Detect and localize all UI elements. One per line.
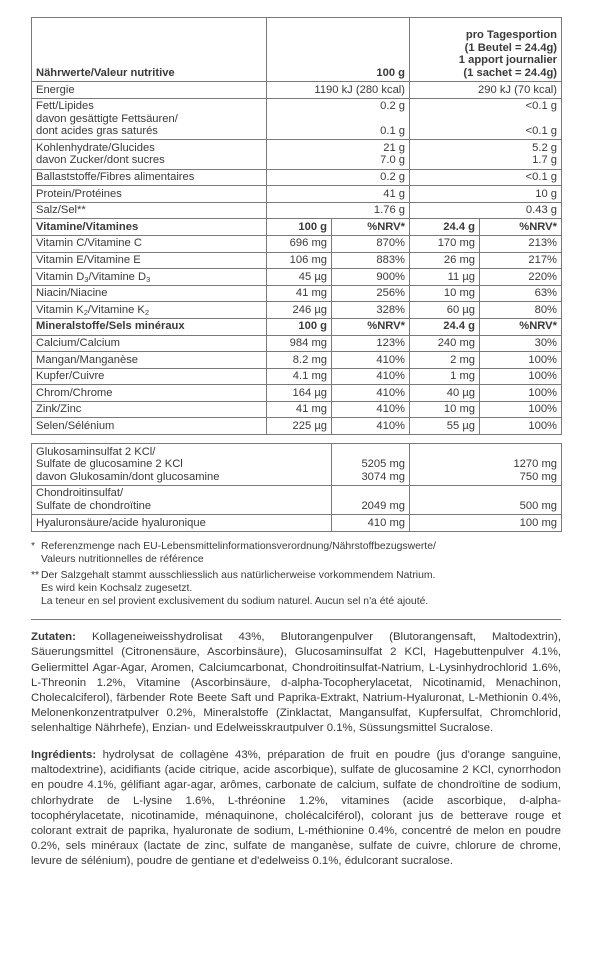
ingredients-de-text: Kollageneiweisshydrolisat 43%, Blutorangenpulver (Blutorangensaft, Maltodextrin), Säuerungsmittel (Citronensäure, Ascorbinsäure), Glucosaminsulfat 2 KCl, Hagebuttenpulver 4.1%, Geliermittel Agar-Agar, Aromen, Calciumcarbonat, Chondroitinsulfat-Natrium, L-Lysinhydrochlorid 1.6%, L-Threonin 1.2%, Vitamine (Ascorbinsäure, d-alpha-Tocopherylacetat, Nicotinamid, Menachinon, Cholecalciferol), färbender Rote Beete Saft und Paprika-Extrakt, Natrium-Hyaluronat, L-Methionin 0.4%, Melonenkonzentratpulver 0.2%, Mineralstoffe (Zinklactat, Mangansulfat, Kupfersulfat, Chromchlorid, selenhaltige Nährhefe), Enzian- und Edelweisskrautpulver 0.1%, Süssungsmittel Sucralose.	[31, 631, 561, 735]
cell-line: 750 mg	[519, 470, 557, 483]
minerals-header-row	[32, 318, 562, 335]
value-c1: 106 mg	[267, 252, 332, 269]
footnote-mark: *	[31, 540, 36, 552]
cell-line: Hyaluronsäure/acide hyaluronique	[36, 516, 206, 529]
ingredients-de	[31, 630, 561, 736]
value-c3: 10 mg	[410, 401, 480, 418]
cell-line: 0.1 g	[380, 125, 406, 138]
vitamin-row	[32, 285, 562, 302]
portion-line: (1 sachet = 24.4g)	[463, 66, 558, 79]
value-c2: 883%	[332, 252, 410, 269]
cell-line: 500 mg	[519, 499, 557, 512]
value-portion	[410, 98, 562, 140]
value-c4: 30%	[480, 335, 562, 352]
cell-line: 2049 mg	[361, 499, 405, 512]
header-100g: 100 g	[267, 18, 410, 82]
nutrient-label: Vitamin $K_2$/Vitamine $K_2$	[32, 302, 267, 319]
value-c4: 220%	[480, 269, 562, 286]
value-c2: 123%	[332, 335, 410, 352]
nutrition-row	[32, 82, 562, 99]
value-portion	[410, 169, 562, 186]
value-portion	[410, 140, 562, 169]
nutrient-label: Vitamin C/Vitamine C	[32, 235, 267, 252]
value-c3: 60 µg	[410, 302, 480, 319]
supplement-label	[32, 515, 332, 532]
value-c2: 410%	[332, 418, 410, 435]
cell-line	[336, 446, 405, 459]
value-c1: 45 µg	[267, 269, 332, 286]
section-col-c2: %NRV*	[332, 318, 410, 335]
cell-line: 0.2 g	[380, 100, 406, 113]
divider	[31, 619, 561, 620]
footnote-text	[41, 541, 436, 567]
section-title: Vitamine/Vitamines	[32, 219, 267, 236]
cell-line: 1270 mg	[513, 458, 557, 471]
value-c2: 256%	[332, 285, 410, 302]
cell-line: 1.7 g	[532, 154, 558, 167]
cell-line: 410 mg	[367, 516, 405, 529]
nutrition-row	[32, 186, 562, 203]
section-col-c1: 100 g	[267, 318, 332, 335]
value-100g	[267, 82, 410, 99]
cell-line: 41 g	[383, 187, 406, 200]
cell-line: Energie	[36, 83, 75, 96]
value-100g	[267, 169, 410, 186]
supplement-row	[32, 444, 562, 486]
cell-line: 1190 kJ (280 kcal)	[314, 83, 406, 96]
cell-line: 3074 mg	[361, 470, 405, 483]
mineral-row	[32, 368, 562, 385]
vitamin-row	[32, 302, 562, 319]
value-100g	[267, 186, 410, 203]
nutrient-label: Kupfer/Cuivre	[32, 368, 267, 385]
nutrient-label	[32, 169, 267, 186]
cell-line	[271, 113, 405, 126]
cell-line: Chondroitinsulfat/	[36, 487, 124, 500]
footnote-line: La teneur en sel provient exclusivement du sodium naturel. Aucun sel n'a été ajouté.	[41, 596, 429, 608]
ingredients-fr	[31, 748, 561, 870]
cell-line: 5.2 g	[532, 141, 558, 154]
mineral-row	[32, 335, 562, 352]
nutrient-label	[32, 186, 267, 203]
value-c4: 100%	[480, 352, 562, 369]
mineral-row	[32, 401, 562, 418]
cell-line: davon Zucker/dont sucres	[36, 154, 165, 167]
value-c2: 328%	[332, 302, 410, 319]
cell-line: 0.43 g	[525, 204, 558, 217]
footnote-text	[41, 570, 435, 609]
cell-line	[414, 446, 557, 459]
cell-line: Salz/Sel**	[36, 204, 86, 217]
supplement-table	[31, 443, 562, 532]
nutrient-label: Mangan/Manganèse	[32, 352, 267, 369]
value-c3: 26 mg	[410, 252, 480, 269]
cell-line: Kohlenhydrate/Glucides	[36, 141, 155, 154]
footnote	[31, 570, 561, 609]
value-c2: 410%	[332, 368, 410, 385]
cell-line: davon Glukosamin/dont glucosamine	[36, 470, 220, 483]
cell-line: Sulfate de chondroïtine	[36, 499, 152, 512]
cell-line: <0.1 g	[525, 100, 558, 113]
cell-line: <0.1 g	[525, 171, 558, 184]
nutrition-row	[32, 169, 562, 186]
nutrient-label: Vitamin E/Vitamine E	[32, 252, 267, 269]
cell-line: 290 kJ (70 kcal)	[478, 83, 558, 96]
value-c2: 870%	[332, 235, 410, 252]
cell-line: Ballaststoffe/Fibres alimentaires	[36, 171, 195, 184]
cell-line: 21 g	[383, 141, 406, 154]
footnote-line: Der Salzgehalt stammt ausschliesslich aus natürlicherweise vorkommendem Natrium.	[41, 570, 436, 582]
nutrient-label: Vitamin $D_3$/Vitamine $D_3$	[32, 269, 267, 286]
ingredients-fr-text: hydrolysat de collagène 43%, préparation de fruit en poudre (jus d'orange sanguine, maltodextrine), acidifiants (acide citrique, acide ascorbique), sulfate de glucosamine 2 KCl, cynorrhodon en poudre 4.1%, gélifiant agar-agar, arômes, carbonate de calcium, sulfate de chondroïtine de sodium, chlorhydrate de L-lysine 1.6%, L-thréonine 1.2%, vitamines (acide ascorbique, d-alpha-tocophérylacetate, nicotinamide, ménaquinone, cholécalciférol), colorant jus de betterave rouge et colorant extrait de paprika, hyaluronate de sodium, L-méthionine 0.4%, concentré de melon en poudre 0.2%, sels minéraux (lactate de zinc, sulfate de manganèse, sulfate de cuivre, chlorure de chrome, levure de sélénium), poudre de gentiane et d'edelweiss 0.1%, édulcorant sucralose.	[31, 748, 562, 868]
value-c1: 225 µg	[267, 418, 332, 435]
nutrient-label: Selen/Sélénium	[32, 418, 267, 435]
value-portion	[410, 515, 562, 532]
section-col-c2: %NRV*	[332, 219, 410, 236]
value-c1: 246 µg	[267, 302, 332, 319]
section-col-c3: 24.4 g	[410, 318, 480, 335]
value-c4: 213%	[480, 235, 562, 252]
value-c4: 63%	[480, 285, 562, 302]
value-c3: 170 mg	[410, 235, 480, 252]
header-portion	[410, 18, 562, 82]
value-c3: 55 µg	[410, 418, 480, 435]
value-100g	[267, 202, 410, 219]
value-c2: 410%	[332, 401, 410, 418]
cell-line: Protein/Protéines	[36, 187, 122, 200]
portion-line: pro Tagesportion	[465, 29, 558, 42]
section-col-c1: 100 g	[267, 219, 332, 236]
cell-line	[336, 487, 405, 500]
cell-line: 100 mg	[519, 516, 557, 529]
footnote	[31, 541, 561, 567]
cell-line: 0.2 g	[380, 171, 406, 184]
nutrition-table	[31, 17, 562, 435]
cell-line: davon gesättigte Fettsäuren/	[36, 112, 178, 125]
section-col-c4: %NRV*	[480, 219, 562, 236]
cell-line: <0.1 g	[525, 125, 558, 138]
nutrient-label	[32, 202, 267, 219]
value-c4: 100%	[480, 385, 562, 402]
value-c3: 10 mg	[410, 285, 480, 302]
section-col-c3: 24.4 g	[410, 219, 480, 236]
supplement-label	[32, 485, 332, 514]
cell-line	[414, 113, 557, 126]
value-c1: 164 µg	[267, 385, 332, 402]
table-header-row	[32, 18, 562, 82]
footnote-line: Valeurs nutritionnelles de référence	[41, 553, 204, 565]
value-100g	[332, 485, 410, 514]
mineral-row	[32, 418, 562, 435]
value-c1: 8.2 mg	[267, 352, 332, 369]
value-c3: 1 mg	[410, 368, 480, 385]
value-c1: 4.1 mg	[267, 368, 332, 385]
supplement-label	[32, 444, 332, 486]
value-portion	[410, 186, 562, 203]
supplement-row	[32, 485, 562, 514]
portion-line: (1 Beutel = 24.4g)	[464, 41, 558, 54]
nutrient-label: Chrom/Chrome	[32, 385, 267, 402]
footnote-line: Es wird kein Kochsalz zugesetzt.	[41, 583, 193, 595]
cell-line: 1.76 g	[373, 204, 406, 217]
cell-line: 10 g	[535, 187, 558, 200]
nutrient-label: Calcium/Calcium	[32, 335, 267, 352]
value-c1: 696 mg	[267, 235, 332, 252]
cell-line: Fett/Lipides	[36, 100, 94, 113]
value-c1: 984 mg	[267, 335, 332, 352]
supplement-row	[32, 515, 562, 532]
value-c1: 41 mg	[267, 285, 332, 302]
value-c4: 100%	[480, 418, 562, 435]
value-c2: 410%	[332, 352, 410, 369]
value-portion	[410, 485, 562, 514]
value-portion	[410, 202, 562, 219]
vitamin-row	[32, 269, 562, 286]
value-100g	[332, 444, 410, 486]
nutrient-label	[32, 140, 267, 169]
nutrition-row	[32, 98, 562, 140]
value-c4: 100%	[480, 401, 562, 418]
value-c2: 410%	[332, 385, 410, 402]
cell-line: dont acides gras saturés	[36, 125, 158, 138]
mineral-row	[32, 385, 562, 402]
nutrient-label	[32, 82, 267, 99]
value-c3: 40 µg	[410, 385, 480, 402]
nutrient-label: Zink/Zinc	[32, 401, 267, 418]
value-c3: 2 mg	[410, 352, 480, 369]
footnote-mark: **	[31, 570, 40, 582]
footnote-line: Referenzmenge nach EU-Lebensmittelinformationsverordnung/Nährstoffbezugswerte/	[41, 540, 436, 552]
value-c4: 217%	[480, 252, 562, 269]
value-portion	[410, 444, 562, 486]
vitamin-row	[32, 235, 562, 252]
value-c3: 240 mg	[410, 335, 480, 352]
value-c3: 11 µg	[410, 269, 480, 286]
value-c4: 100%	[480, 368, 562, 385]
cell-line: 5205 mg	[361, 458, 405, 471]
section-title: Mineralstoffe/Sels minéraux	[32, 318, 267, 335]
value-portion	[410, 82, 562, 99]
value-100g	[267, 140, 410, 169]
value-c2: 900%	[332, 269, 410, 286]
section-col-c4: %NRV*	[480, 318, 562, 335]
value-c1: 41 mg	[267, 401, 332, 418]
vitamins-header-row	[32, 219, 562, 236]
header-label: Nährwerte/Valeur nutritive	[32, 18, 267, 82]
vitamin-row	[32, 252, 562, 269]
cell-line: Glukosaminsulfat 2 KCl/	[36, 445, 156, 458]
nutrition-row	[32, 202, 562, 219]
cell-line: Sulfate de glucosamine 2 KCl	[36, 458, 183, 471]
ingredients-fr-title: Ingrédients:	[31, 748, 97, 761]
cell-line: 7.0 g	[380, 154, 406, 167]
nutrition-row	[32, 140, 562, 169]
value-100g	[332, 515, 410, 532]
nutrient-label	[32, 98, 267, 140]
value-100g	[267, 98, 410, 140]
ingredients-de-title: Zutaten:	[31, 631, 76, 644]
cell-line	[414, 487, 557, 500]
value-c4: 80%	[480, 302, 562, 319]
mineral-row	[32, 352, 562, 369]
nutrient-label: Niacin/Niacine	[32, 285, 267, 302]
footnotes	[31, 541, 561, 610]
portion-line: 1 apport journalier	[458, 54, 558, 67]
